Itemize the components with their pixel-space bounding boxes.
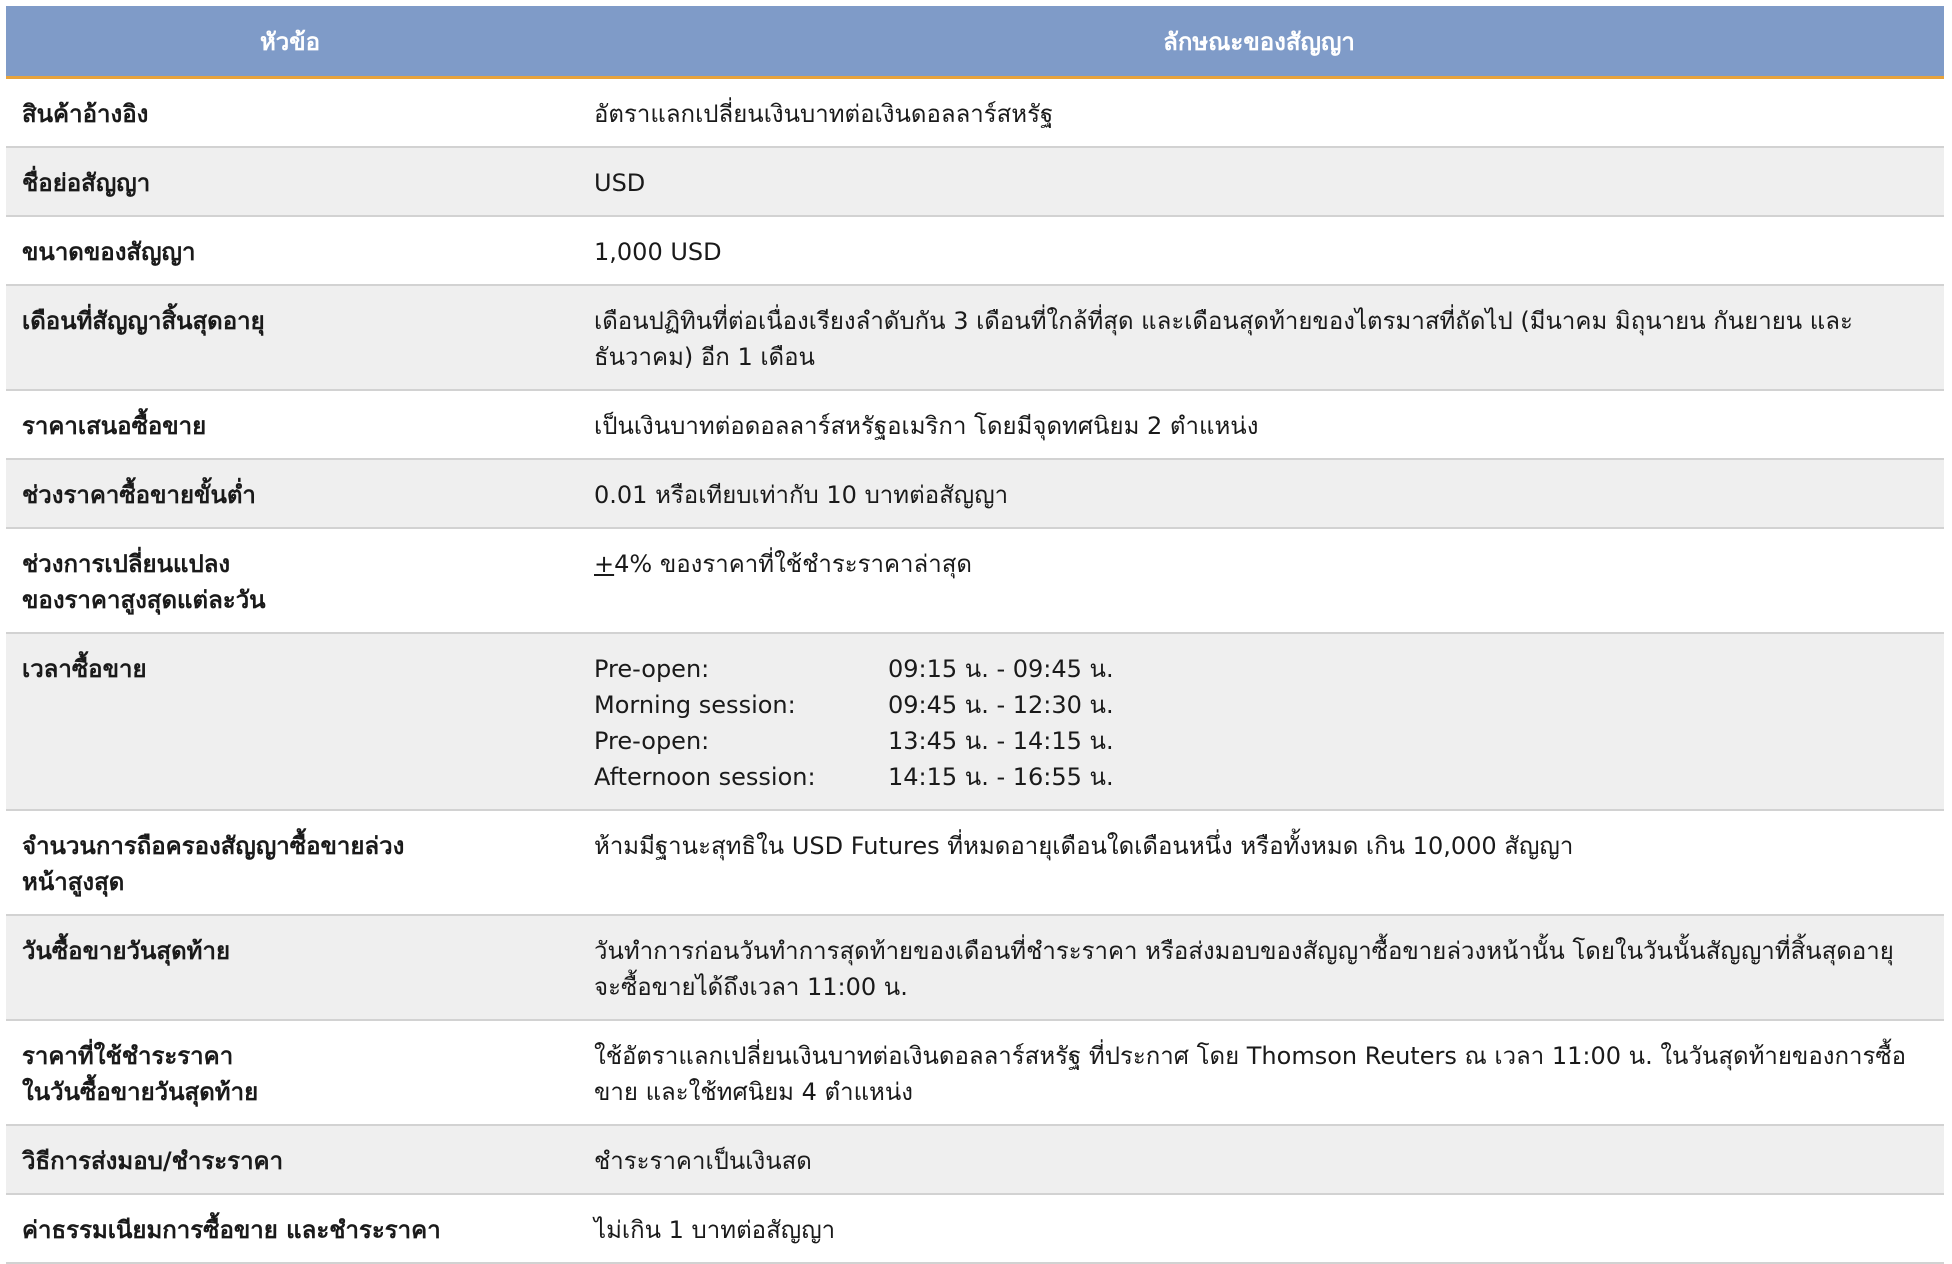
row-label-line: หน้าสูงสุด xyxy=(22,868,125,896)
row-label xyxy=(6,390,574,459)
row-value-text: เป็นเงินบาทต่อดอลลาร์สหรัฐอเมริกา โดยมีจุดทศนิยม 2 ตำแหน่ง xyxy=(594,412,1259,440)
table-row xyxy=(6,216,1944,285)
table-row xyxy=(6,915,1944,1020)
row-value-text: USD xyxy=(594,169,646,197)
row-label xyxy=(6,216,574,285)
row-label xyxy=(6,1020,574,1125)
row-value xyxy=(574,915,1944,1020)
session-time: 13:45 น. - 14:15 น. xyxy=(888,727,1114,755)
table-row xyxy=(6,285,1944,390)
trading-sessions xyxy=(594,651,1114,795)
row-label-line: เวลาซื้อขาย xyxy=(22,655,147,683)
row-value xyxy=(574,147,1944,216)
session-time: 14:15 น. - 16:55 น. xyxy=(888,763,1114,791)
session-row xyxy=(594,651,1114,687)
table-row xyxy=(6,1125,1944,1194)
row-label xyxy=(6,528,574,633)
row-value-text: ชำระราคาเป็นเงินสด xyxy=(594,1147,812,1175)
session-name: Afternoon session: xyxy=(594,763,816,791)
row-label-line: จำนวนการถือครองสัญญาซื้อขายล่วง xyxy=(22,832,405,860)
row-label xyxy=(6,285,574,390)
row-value xyxy=(574,216,1944,285)
row-value-text: อัตราแลกเปลี่ยนเงินบาทต่อเงินดอลลาร์สหรัฐ xyxy=(594,100,1054,128)
row-label-line: ค่าธรรมเนียมการซื้อขาย และชำระราคา xyxy=(22,1216,441,1244)
row-value-text: 1,000 USD xyxy=(594,238,722,266)
table-row xyxy=(6,810,1944,915)
row-value xyxy=(574,1020,1944,1125)
session-name: Pre-open: xyxy=(594,727,710,755)
row-label-line: วิธีการส่งมอบ/ชำระราคา xyxy=(22,1147,284,1175)
table-row xyxy=(6,78,1944,148)
row-label xyxy=(6,78,574,148)
row-value xyxy=(574,1194,1944,1263)
session-row xyxy=(594,723,1114,759)
row-value xyxy=(574,390,1944,459)
row-value-line: จะซื้อขายได้ถึงเวลา 11:00 น. xyxy=(594,973,908,1001)
session-time: 09:15 น. - 09:45 น. xyxy=(888,655,1114,683)
row-value-line: ธันวาคม) อีก 1 เดือน xyxy=(594,343,815,371)
row-label-line: ราคาเสนอซื้อขาย xyxy=(22,412,207,440)
row-value xyxy=(574,528,1944,633)
table-row xyxy=(6,528,1944,633)
session-time: 09:45 น. - 12:30 น. xyxy=(888,691,1114,719)
table-header-row xyxy=(6,6,1944,78)
row-label-line: เดือนที่สัญญาสิ้นสุดอายุ xyxy=(22,307,265,335)
table-row xyxy=(6,633,1944,810)
row-value-text: 4% ของราคาที่ใช้ชำระราคาล่าสุด xyxy=(614,550,972,578)
table-row xyxy=(6,1194,1944,1263)
table-row xyxy=(6,1020,1944,1125)
row-label-line: ช่วงการเปลี่ยนแปลง xyxy=(22,550,231,578)
row-label xyxy=(6,1194,574,1263)
row-label-line: ชื่อย่อสัญญา xyxy=(22,169,151,197)
row-label-line: ขนาดของสัญญา xyxy=(22,238,196,266)
contract-spec-table xyxy=(6,6,1944,1264)
row-value xyxy=(574,285,1944,390)
row-label-line: ในวันซื้อขายวันสุดท้าย xyxy=(22,1078,259,1106)
row-value-line: เดือนปฏิทินที่ต่อเนื่องเรียงลำดับกัน 3 เดือนที่ใกล้ที่สุด และเดือนสุดท้ายของไตรมาสที่ถัดไป (มีนาคม มิถุนายน กันยายน และ xyxy=(594,307,1853,335)
table-body xyxy=(6,78,1944,1264)
row-value-text: ห้ามมีฐานะสุทธิใน USD Futures ที่หมดอายุเดือนใดเดือนหนึ่ง หรือทั้งหมด เกิน 10,000 สัญญา xyxy=(594,832,1574,860)
row-label-line: วันซื้อขายวันสุดท้าย xyxy=(22,937,231,965)
row-label-line: ของราคาสูงสุดแต่ละวัน xyxy=(22,586,266,614)
session-row xyxy=(594,687,1114,723)
row-label-line: ราคาที่ใช้ชำระราคา xyxy=(22,1042,234,1070)
row-label-line: สินค้าอ้างอิง xyxy=(22,100,149,128)
row-value xyxy=(574,633,1944,810)
row-value-line: ขาย และใช้ทศนิยม 4 ตำแหน่ง xyxy=(594,1078,913,1106)
header-topic: หัวข้อ xyxy=(6,6,574,78)
plus-minus-sign: + xyxy=(594,550,615,578)
row-value xyxy=(574,1125,1944,1194)
table-row xyxy=(6,390,1944,459)
row-label xyxy=(6,810,574,915)
row-value-text: 0.01 หรือเทียบเท่ากับ 10 บาทต่อสัญญา xyxy=(594,481,1009,509)
table-row xyxy=(6,459,1944,528)
header-contract-characteristics: ลักษณะของสัญญา xyxy=(574,6,1944,78)
session-name: Morning session: xyxy=(594,691,796,719)
row-label xyxy=(6,147,574,216)
session-name: Pre-open: xyxy=(594,655,710,683)
row-value xyxy=(574,810,1944,915)
row-value xyxy=(574,78,1944,148)
row-label-line: ช่วงราคาซื้อขายขั้นต่ำ xyxy=(22,481,256,509)
row-label xyxy=(6,915,574,1020)
session-row xyxy=(594,759,1114,795)
row-value-line: ใช้อัตราแลกเปลี่ยนเงินบาทต่อเงินดอลลาร์สหรัฐ ที่ประกาศ โดย Thomson Reuters ณ เวลา 11:00 น. ในวันสุดท้ายของการซื้อ xyxy=(594,1042,1907,1070)
row-value xyxy=(574,459,1944,528)
row-label xyxy=(6,459,574,528)
row-value-line: วันทำการก่อนวันทำการสุดท้ายของเดือนที่ชำระราคา หรือส่งมอบของสัญญาซื้อขายล่วงหน้านั้น โดยในวันนั้นสัญญาที่สิ้นสุดอายุ xyxy=(594,937,1894,965)
row-label xyxy=(6,633,574,810)
row-label xyxy=(6,1125,574,1194)
table-row xyxy=(6,147,1944,216)
row-value-text: ไม่เกิน 1 บาทต่อสัญญา xyxy=(594,1216,836,1244)
